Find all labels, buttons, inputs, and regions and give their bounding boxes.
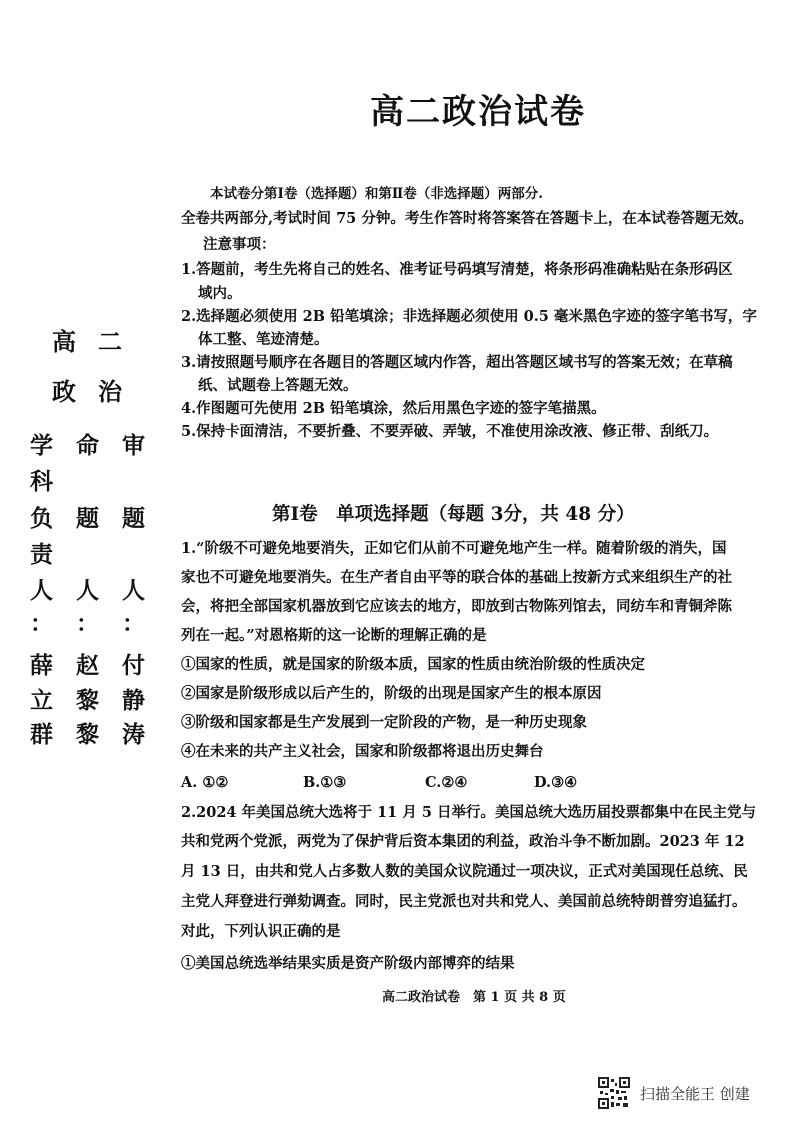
note-item-4: 4.作图题可先使用 2B 铅笔填涂，然后用黑色字迹的签字笔描黑。 xyxy=(181,400,606,417)
staff-col3-r1: 审 xyxy=(122,433,145,459)
staff-col2-r6: ： xyxy=(76,611,99,637)
notes-title: 注意事项： xyxy=(203,236,276,253)
page-footer: 高二政治试卷 第 1 页 共 8 页 xyxy=(382,990,566,1005)
note-item-1-line-2: 域内。 xyxy=(198,285,242,302)
staff-col1-r1: 学 xyxy=(30,433,53,459)
q1-statement-3: ③阶级和国家都是生产发展到一定阶段的产物，是一种历史现象 xyxy=(181,714,587,731)
staff-col2-r9: 黎 xyxy=(76,722,99,748)
staff-col1-r8: 立 xyxy=(30,688,53,714)
q1-statement-4: ④在未来的共产主义社会，国家和阶级都将退出历史舞台 xyxy=(181,743,544,760)
exam-subtitle: 本试卷分第Ⅰ卷（选择题）和第Ⅱ卷（非选择题）两部分. xyxy=(210,186,543,202)
staff-col1-r2: 科 xyxy=(30,469,53,495)
q1-option-d: D.③④ xyxy=(534,774,578,791)
staff-col1-r4: 责 xyxy=(30,542,53,568)
staff-col2-r7: 赵 xyxy=(76,653,99,679)
sidebar-grade-char-2: 二 xyxy=(98,328,122,356)
exam-title: 高二政治试卷 xyxy=(370,92,586,132)
staff-col1-r5: 人 xyxy=(30,578,53,604)
staff-col1-r7: 薛 xyxy=(30,653,53,679)
sidebar-subject-char-1: 政 xyxy=(52,378,76,406)
staff-col3-r9: 涛 xyxy=(122,722,145,748)
q1-line-2: 家也不可避免地要消失。在生产者自由平等的联合体的基础上按新方式来组织生产的社 xyxy=(181,569,732,586)
note-item-3-line-2: 纸、试题卷上答题无效。 xyxy=(198,377,358,394)
note-item-3-line-1: 3.请按照题号顺序在各题目的答题区域内作答，超出答题区域书写的答案无效；在草稿 xyxy=(181,354,733,371)
staff-col2-r1: 命 xyxy=(76,433,99,459)
q2-line-2: 共和党两个党派，两党为了保护背后资本集团的利益，政治斗争不断加剧。2023 年 12 xyxy=(181,833,745,850)
staff-col1-r3: 负 xyxy=(30,506,53,532)
q1-option-a: A. ①② xyxy=(181,774,229,791)
staff-col3-r6: ： xyxy=(122,611,145,637)
q2-statement-1: ①美国总统选举结果实质是资产阶级内部博弈的结果 xyxy=(181,955,515,972)
q2-line-3: 月 13 日，由共和党人占多数人数的美国众议院通过一项决议，正式对美国现任总统、民 xyxy=(181,863,748,880)
q1-line-4: 列在一起。”对恩格斯的这一论断的理解正确的是 xyxy=(181,627,487,644)
qr-code-icon xyxy=(598,1077,630,1109)
q1-option-b: B.①③ xyxy=(303,774,347,791)
scanner-watermark: 扫描全能王 创建 xyxy=(640,1085,750,1103)
note-item-2-line-2: 体工整、笔迹清楚。 xyxy=(198,331,329,348)
staff-col3-r5: 人 xyxy=(122,578,145,604)
staff-col3-r3: 题 xyxy=(122,506,145,532)
staff-col1-r6: ： xyxy=(30,611,53,637)
staff-col3-r8: 静 xyxy=(122,688,145,714)
q1-line-1: 1.“阶级不可避免地要消失，正如它们从前不可避免地产生一样。随着阶级的消失，国 xyxy=(181,540,727,557)
note-item-2-line-1: 2.选择题必须使用 2B 铅笔填涂；非选择题必须使用 0.5 毫米黑色字迹的签字笔书写，字 xyxy=(181,308,757,325)
staff-col3-r7: 付 xyxy=(122,653,145,679)
section-1-title: 第Ⅰ卷 单项选择题（每题 3分，共 48 分） xyxy=(272,504,635,525)
sidebar-subject-char-2: 治 xyxy=(98,378,122,406)
note-item-5: 5.保持卡面清洁，不要折叠、不要弄破、弄皱，不准使用涂改液、修正带、刮纸刀。 xyxy=(181,423,719,440)
staff-col2-r3: 题 xyxy=(76,506,99,532)
q2-line-5: 对此，下列认识正确的是 xyxy=(181,923,341,940)
q2-line-4: 主党人拜登进行弹劾调查。同时，民主党派也对共和党人、美国前总统特朗普穷追猛打。 xyxy=(181,893,747,910)
instructions-intro: 全卷共两部分,考试时间 75 分钟。考生作答时将答案答在答题卡上，在本试卷答题无效。 xyxy=(181,210,753,227)
q1-option-c: C.②④ xyxy=(425,774,468,791)
q1-statement-1: ①国家的性质，就是国家的阶级本质，国家的性质由统治阶级的性质决定 xyxy=(181,656,645,673)
staff-col2-r5: 人 xyxy=(76,578,99,604)
staff-col1-r9: 群 xyxy=(30,722,53,748)
q2-line-1: 2.2024 年美国总统大选将于 11 月 5 日举行。美国总统大选历届投票都集中在民主党与 xyxy=(181,804,756,821)
staff-col2-r8: 黎 xyxy=(76,688,99,714)
note-item-1-line-1: 1.答题前，考生先将自己的姓名、准考证号码填写清楚，将条形码准确粘贴在条形码区 xyxy=(181,261,733,278)
q1-line-3: 会，将把全部国家机器放到它应该去的地方，即放到古物陈列馆去，同纺车和青铜斧陈 xyxy=(181,598,732,615)
sidebar-grade-char-1: 高 xyxy=(52,328,76,356)
q1-statement-2: ②国家是阶级形成以后产生的，阶级的出现是国家产生的根本原因 xyxy=(181,685,602,702)
